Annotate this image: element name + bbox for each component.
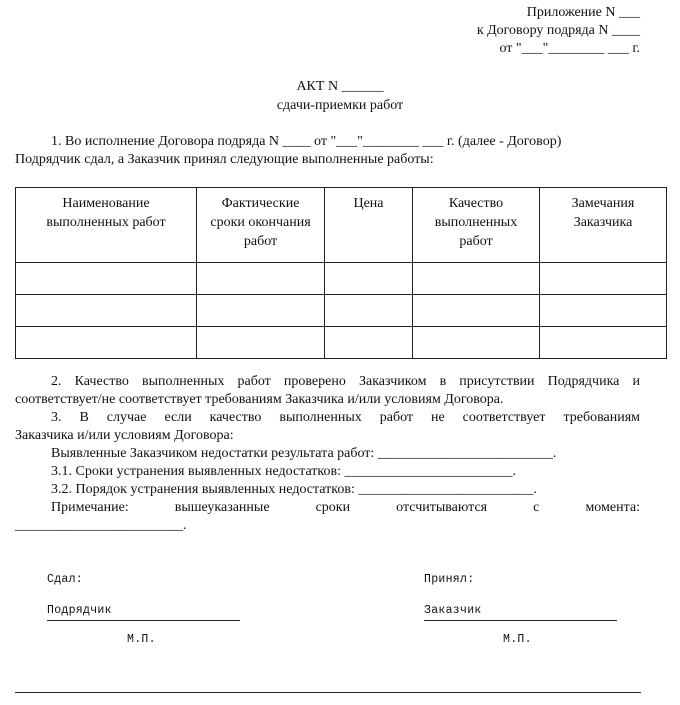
paragraph-2-line-2: соответствует/не соответствует требованиям Заказчика и/или условиям Договора. xyxy=(15,392,504,407)
table-cell xyxy=(413,263,540,295)
paragraph-2-line-1: 2. Качество выполненных работ проверено Заказчиком в присутствии Подрядчика и xyxy=(51,374,640,389)
table-row xyxy=(16,295,667,327)
appendix-block xyxy=(477,4,640,58)
paragraph-3-line-2: Заказчика и/или условиям Договора: xyxy=(15,428,234,443)
works-table xyxy=(15,187,667,359)
appendix-contract-ref: к Договору подряда N ____ xyxy=(476,23,640,38)
act-subtitle: сдачи-приемки работ xyxy=(276,98,404,113)
appendix-date: от "___"________ ___ г. xyxy=(499,41,640,56)
signature-left-party: Подрядчик xyxy=(47,604,112,617)
header-work-name: Наименование выполненных работ xyxy=(16,188,197,263)
paragraph-3-line-1: 3. В случае если качество выполненных работ не соответствует требованиям xyxy=(51,410,640,425)
paragraph-1-line-2: Подрядчик сдал, а Заказчик принял следующие выполненные работы: xyxy=(15,152,434,167)
note-line-1: Примечание: вышеуказанные сроки отсчитываются с момента: xyxy=(51,500,640,515)
table-cell xyxy=(325,263,413,295)
defects-line: Выявленные Заказчиком недостатки результата работ: _________________________. xyxy=(51,446,557,461)
table-cell xyxy=(540,295,667,327)
header-customer-remarks: Замечания Заказчика xyxy=(540,188,667,263)
table-cell xyxy=(197,263,325,295)
signature-right-label: Принял: xyxy=(424,573,475,586)
table-cell xyxy=(325,295,413,327)
table-cell xyxy=(540,263,667,295)
appendix-number: Приложение N ___ xyxy=(526,5,640,20)
table-cell xyxy=(413,295,540,327)
signature-left-label: Сдал: xyxy=(47,573,84,586)
table-cell xyxy=(197,295,325,327)
table-cell xyxy=(325,327,413,359)
header-quality: Качество выполненных работ xyxy=(413,188,540,263)
paragraph-3-2: 3.2. Порядок устранения выявленных недостатков: _________________________. xyxy=(51,482,537,497)
paragraph-1-line-1: 1. Во исполнение Договора подряда N ____ от "___"________ ___ г. (далее - Договор) xyxy=(51,134,562,149)
act-title: АКТ N ______ xyxy=(296,79,384,94)
table-cell xyxy=(16,327,197,359)
signature-right-party: Заказчик xyxy=(424,604,482,617)
note-line-2: ________________________. xyxy=(15,518,187,533)
header-price: Цена xyxy=(325,188,413,263)
table-cell xyxy=(540,327,667,359)
table-cell xyxy=(16,263,197,295)
bottom-divider xyxy=(15,692,641,693)
table-cell xyxy=(197,327,325,359)
signature-left-seal: М.П. xyxy=(127,633,156,646)
signature-right-seal: М.П. xyxy=(503,633,532,646)
signature-left-line xyxy=(47,620,240,621)
table-cell xyxy=(413,327,540,359)
act-title-block xyxy=(0,77,680,115)
signature-right-line xyxy=(424,620,617,621)
header-completion-dates: Фактические сроки окончания работ xyxy=(197,188,325,263)
table-row xyxy=(16,327,667,359)
table-row xyxy=(16,263,667,295)
works-table-header-row xyxy=(16,188,667,263)
table-cell xyxy=(16,295,197,327)
paragraph-3-1: 3.1. Сроки устранения выявленных недостатков: ________________________. xyxy=(51,464,517,479)
